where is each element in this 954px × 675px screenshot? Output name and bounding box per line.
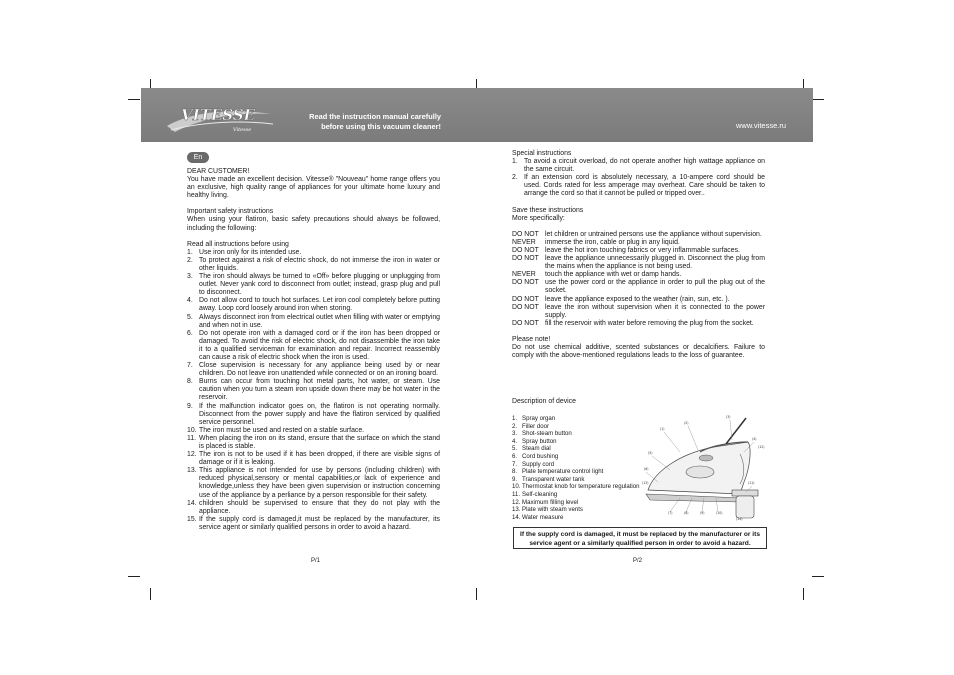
special-item	[512, 174, 765, 198]
note-title: Please note!	[512, 335, 551, 343]
safety-item-text: Do not allow cord to touch hot surfaces. Let iron cool completely before putting away. Loop cord loosely around iron when storing.	[199, 297, 440, 313]
header-message-line2: before using this vacuum cleaner!	[321, 122, 441, 131]
brand-logo-icon	[161, 96, 281, 138]
save-line: Save these instructions	[512, 206, 584, 214]
rule-item-key: DO NOT	[512, 230, 539, 238]
part-item-text: Plate temperature control light	[522, 468, 604, 476]
safety-item	[187, 257, 440, 273]
safety-item-key: 14.	[187, 499, 197, 507]
crop-mark	[128, 99, 140, 100]
special-item-text: If an extension cord is absolutely necessary, a 10-ampere cord should be used. Cords rated for less amperage may overheat. Care should be taken to arrange the cord so that it cannot be pulled or tripped over..	[524, 174, 765, 198]
safety-item-key: 1.	[187, 248, 193, 256]
brand-sub: Vitesse	[233, 127, 252, 133]
safety-item	[187, 249, 440, 257]
crop-mark	[812, 99, 824, 100]
safety-item	[187, 451, 440, 467]
part-item	[512, 445, 652, 453]
part-item-key: 6.	[512, 453, 518, 461]
part-item-text: Supply cord	[522, 460, 555, 468]
brand-name: VITESSE	[181, 106, 256, 124]
safety-item-text: Close supervision is necessary for any appliance being used by or near children. Do not leave iron unattended while connected or on an ironing board.	[199, 362, 440, 378]
safety-item-key: 9.	[187, 402, 193, 410]
diagram-callout: (7)	[668, 511, 673, 515]
part-item-text: Spray organ	[522, 415, 556, 423]
diagram-callout: (8)	[684, 511, 689, 515]
part-item-key: 2.	[512, 422, 518, 430]
page-number: P/1	[311, 558, 321, 564]
part-item-text: Water measure	[522, 513, 564, 521]
rule-item	[512, 247, 765, 255]
diagram-callout: (2)	[684, 421, 689, 425]
special-item-text: To avoid a circuit overload, do not operate another high wattage appliance on the same circuit.	[524, 158, 765, 174]
special-list	[512, 158, 765, 198]
safety-item-key: 11.	[187, 434, 197, 442]
safety-item-key: 12.	[187, 451, 197, 459]
part-item	[512, 430, 652, 438]
safety-item	[187, 467, 440, 499]
safety-item-text: The iron is not to be used if it has been dropped, if there are visible signs of damage or if it is leaking.	[199, 451, 440, 467]
part-item-text: Plate with steam vents	[522, 506, 583, 514]
header-message-line1: Read the instruction manual carefully	[309, 112, 441, 121]
safety-item	[187, 273, 440, 297]
part-item-key: 12.	[512, 498, 521, 506]
safety-item-key: 13.	[187, 467, 197, 475]
part-item-key: 3.	[512, 430, 518, 438]
part-item-key: 9.	[512, 475, 518, 483]
diagram-callout: (5)	[648, 451, 653, 455]
rule-item-text: let children or untrained persons use the appliance without supervision.	[545, 230, 762, 238]
part-item-text: Thermostat knob for temperature regulation	[522, 483, 640, 491]
safety-item	[187, 500, 440, 516]
part-item-text: Shot-steam button	[522, 430, 572, 438]
diagram-callout: (9)	[700, 511, 705, 515]
safety-item	[187, 362, 440, 378]
rule-item-key: DO NOT	[512, 279, 539, 287]
rule-item-text: use the power cord or the appliance in order to pull the plug out of the socket.	[545, 279, 765, 295]
safety-item-key: 10.	[187, 426, 197, 434]
safety-item	[187, 516, 440, 532]
part-item	[512, 499, 652, 507]
rule-item-text: touch the appliance with wet or damp hands.	[545, 271, 682, 279]
rule-item-text: leave the iron without supervision when it is connected to the power supply.	[545, 303, 765, 319]
part-item-text: Spray button	[522, 437, 557, 445]
safety-item-text: The iron must be used and rested on a stable surface.	[199, 426, 365, 434]
rule-item-key: NEVER	[512, 271, 536, 279]
part-item-key: 7.	[512, 460, 518, 468]
device-description	[512, 398, 765, 521]
safety-item-key: 6.	[187, 329, 193, 337]
part-item-text: Steam dial	[522, 445, 551, 453]
description-title: Description of device	[512, 398, 576, 405]
diagram-callout: (10)	[716, 511, 723, 515]
supply-cord-notice: If the supply cord is damaged, it must be replaced by the manufacturer or its service agent or a similarly qualified person in order to avoid a hazard.	[513, 527, 767, 549]
rule-item-text: fill the reservoir with water before removing the plug from the socket.	[545, 319, 754, 327]
safety-item-key: 15.	[187, 515, 197, 523]
note-text: Do not use chemical additive, scented substances or decalcifiers. Failure to comply with the above-mentioned regulations leads to the loss of guarantee.	[512, 343, 765, 360]
safety-title: Important safety instructions	[187, 208, 274, 216]
rule-item	[512, 255, 765, 271]
greeting: DEAR CUSTOMER!	[187, 168, 250, 175]
rule-item-key: NEVER	[512, 238, 536, 246]
part-item	[512, 415, 652, 423]
safety-intro: When using your flatiron, basic safety precautions should always be followed, including the following:	[187, 216, 440, 232]
safety-item	[187, 427, 440, 435]
right-page	[512, 150, 765, 521]
part-item-key: 10.	[512, 483, 521, 491]
rule-item-text: leave the hot iron touching fabrics or very inflammable surfaces.	[545, 246, 740, 254]
safety-item-text: Do not operate iron with a damaged cord or if the iron has been dropped or damaged. To avoid the risk of electric shock, do not disassemble the iron take it to a qualified serviceman for examination and repair. Incorrect reassembly can cause a risk of electric shock when the iron is used.	[199, 329, 440, 361]
safety-item-key: 8.	[187, 378, 193, 386]
part-item	[512, 483, 652, 491]
safety-item-key: 5.	[187, 313, 193, 321]
part-item	[512, 514, 652, 522]
safety-item	[187, 378, 440, 402]
rule-item	[512, 271, 765, 279]
part-item	[512, 461, 652, 469]
part-item	[512, 423, 652, 431]
more-line: More specifically:	[512, 214, 565, 222]
diagram-callout: (14)	[736, 517, 743, 521]
rule-item-key: DO NOT	[512, 255, 539, 263]
part-item-key: 4.	[512, 437, 518, 445]
safety-item-key: 3.	[187, 273, 193, 281]
safety-item	[187, 314, 440, 330]
safety-item-text: children should be supervised to ensure that they do not play with the appliance.	[199, 499, 440, 515]
rule-item	[512, 304, 765, 320]
rule-item	[512, 231, 765, 239]
header-message	[301, 112, 441, 132]
diagram-callout: (6)	[644, 467, 649, 471]
read-all-line: Read all instructions before using	[187, 240, 289, 248]
safety-item	[187, 403, 440, 427]
part-item-text: Transparent water tank	[522, 475, 585, 483]
crop-mark	[812, 576, 824, 577]
safety-item-text: If the supply cord is damaged,it must be replaced by the manufacturer, its service agent or similarly qualified persons in order to avoid a hazard.	[199, 515, 440, 531]
part-item-text: Filler door	[522, 422, 550, 430]
part-item-key: 5.	[512, 445, 518, 453]
diagram-callout: (12)	[758, 445, 765, 449]
left-page	[187, 150, 440, 532]
safety-list	[187, 249, 440, 532]
part-item-key: 1.	[512, 415, 518, 423]
crop-mark	[150, 588, 151, 600]
safety-item-text: When placing the iron on its stand, ensure that the surface on which the stand is placed is stable.	[199, 434, 440, 450]
steam-iron-icon	[640, 412, 765, 522]
part-item-text: Maximum filling level	[522, 498, 579, 506]
safety-item-text: This appliance is not intended for use by persons (including children) with reduced physical,sensory or mental capabilities,or lack of experience and knowledge,unless they have been given supervision or instruction concerning use of the appliance by a perliance by a person responsible for their safety.	[199, 467, 440, 499]
brand-logo	[161, 96, 281, 138]
safety-item	[187, 330, 440, 362]
rule-item-key: DO NOT	[512, 319, 539, 327]
rule-item-text: leave the appliance unnecessarily plugged in. Disconnect the plug from the mains when the appliance is not being used.	[545, 255, 765, 271]
part-item	[512, 468, 652, 476]
safety-item	[187, 297, 440, 313]
part-item	[512, 476, 652, 484]
part-item	[512, 438, 652, 446]
rule-item	[512, 239, 765, 247]
rule-item	[512, 296, 765, 304]
part-item	[512, 506, 652, 514]
rule-item	[512, 279, 765, 295]
site-url: www.vitesse.ru	[735, 121, 786, 130]
special-title: Special instructions	[512, 150, 572, 157]
page-number: P/2	[633, 558, 643, 564]
safety-item	[187, 435, 440, 451]
part-item-key: 13.	[512, 506, 521, 514]
rules-list	[512, 231, 765, 328]
special-item	[512, 158, 765, 174]
special-item-key: 2.	[512, 174, 518, 182]
part-item	[512, 453, 652, 461]
rule-item-key: DO NOT	[512, 303, 539, 311]
rule-item-text: leave the appliance exposed to the weather (rain, sun, etc. ).	[545, 295, 730, 303]
part-item-key: 8.	[512, 468, 518, 476]
language-badge: En	[187, 152, 209, 163]
safety-item-text: The iron should always be turned to «Off» before plugging or unplugging from outlet. Never yank cord to disconnect from outlet; instead, grasp plug and pull to disconnect.	[199, 273, 440, 297]
safety-item-text: To protect against a risk of electric shock, do not immerse the iron in water or other liquids.	[199, 256, 440, 272]
rule-item-text: immerse the iron, cable or plug in any liquid.	[545, 238, 680, 246]
safety-item-text: Burns can occur from touching hot metal parts, hot water, or steam. Use caution when you turn a steam iron upside down there may be hot water in the reservoir.	[199, 378, 440, 402]
part-item-key: 11.	[512, 491, 521, 499]
safety-item-key: 7.	[187, 362, 193, 370]
safety-item-text: Always disconnect iron from electrical outlet when filling with water or emptying and when not in use.	[199, 313, 440, 329]
diagram-callout: (3)	[726, 415, 731, 419]
rule-item-key: DO NOT	[512, 295, 539, 303]
diagram-callout: (13)	[642, 481, 649, 485]
iron-diagram	[640, 412, 765, 522]
special-item-key: 1.	[512, 158, 518, 166]
safety-item-key: 2.	[187, 256, 193, 264]
diagram-callout: (11)	[748, 481, 755, 485]
diagram-callout: (4)	[752, 437, 757, 441]
diagram-callout: (1)	[660, 427, 665, 431]
header-banner	[141, 88, 813, 142]
crop-mark	[128, 576, 140, 577]
part-item-key: 14.	[512, 513, 521, 521]
crop-mark	[803, 588, 804, 600]
part-item-text: Cord bushing	[522, 453, 559, 461]
safety-item-key: 4.	[187, 297, 193, 305]
part-item-text: Self-cleaning	[522, 491, 558, 499]
safety-item-text: Use iron only for its intended use.	[199, 248, 302, 256]
rule-item	[512, 320, 765, 328]
rule-item-key: DO NOT	[512, 246, 539, 254]
parts-list	[512, 415, 652, 521]
safety-item-text: If the malfunction indicator goes on, the flatiron is not operating normally. Disconnect from the power supply and have the flatiron serviced by qualified service personnel.	[199, 402, 440, 426]
crop-mark	[476, 588, 477, 600]
intro-text: You have made an excellent decision. Vitesse® "Nouveau" home range offers you an exclusive, high quality range of appliances for your ultimate home luxury and healthy living.	[187, 176, 440, 200]
part-item	[512, 491, 652, 499]
